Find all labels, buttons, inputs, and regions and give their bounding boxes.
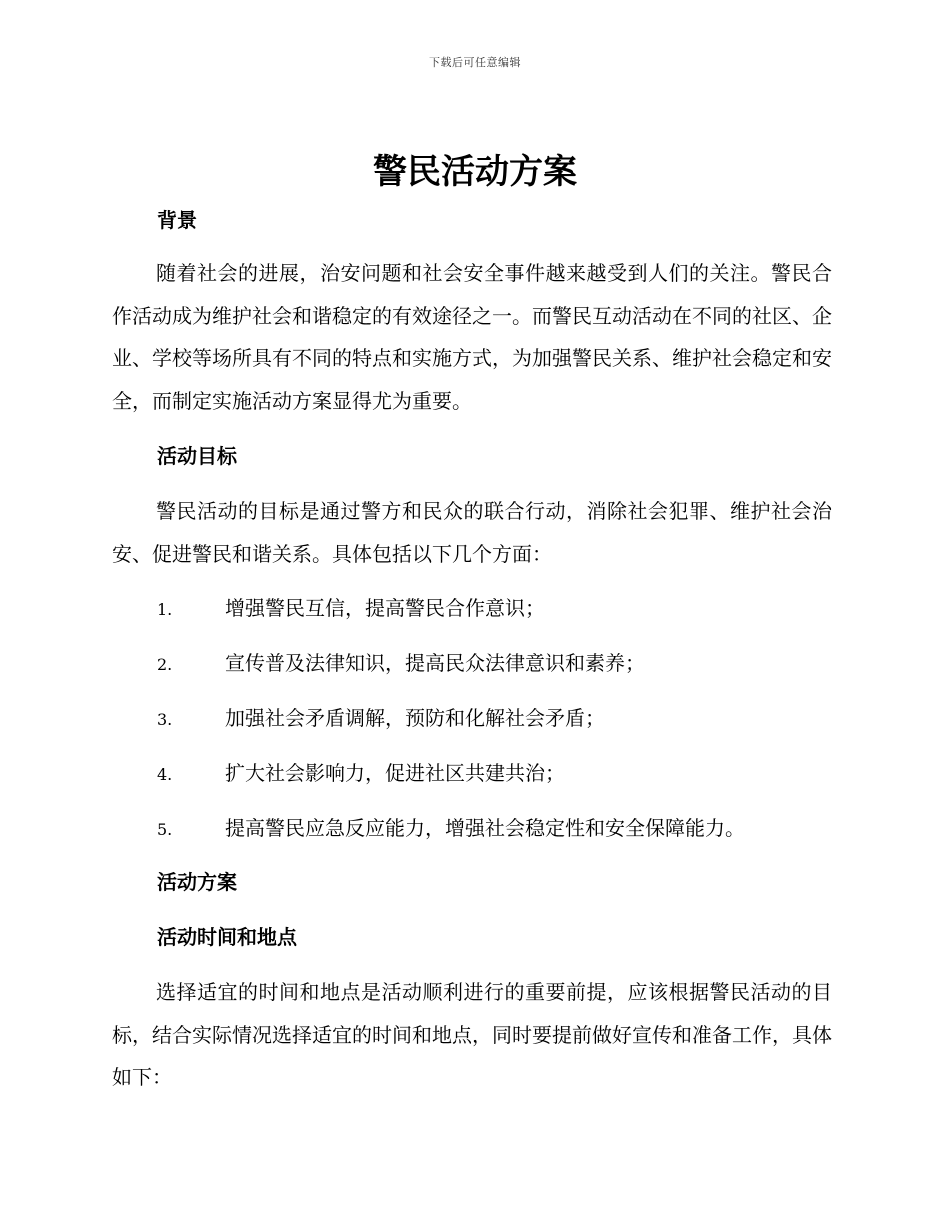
list-number: 3. xyxy=(157,710,173,729)
heading-plan: 活动方案 xyxy=(157,870,237,894)
list-number: 2. xyxy=(157,655,173,674)
heading-goals: 活动目标 xyxy=(157,444,237,468)
heading-background: 背景 xyxy=(157,208,197,232)
goal-list-item xyxy=(157,704,837,734)
paragraph-goals: 警民活动的目标是通过警方和民众的联合行动，消除社会犯罪、维护社会治安、促进警民和谐关系。具体包括以下几个方面： xyxy=(112,499,832,566)
goal-list-item xyxy=(157,594,837,624)
heading-time-place: 活动时间和地点 xyxy=(157,925,297,949)
goal-list-item xyxy=(157,814,837,844)
list-text: 扩大社会影响力，促进社区共建共治； xyxy=(225,761,565,785)
list-text: 宣传普及法律知识，提高民众法律意识和素养； xyxy=(225,651,645,675)
paragraph-background: 随着社会的进展，治安问题和社会安全事件越来越受到人们的关注。警民合作活动成为维护社会和谐稳定的有效途径之一。而警民互动活动在不同的社区、企业、学校等场所具有不同的特点和实施方式，为加强警民关系、维护社会稳定和安全，而制定实施活动方案显得尤为重要。 xyxy=(112,261,832,413)
goal-list-item xyxy=(157,759,837,789)
list-text: 加强社会矛盾调解，预防和化解社会矛盾； xyxy=(225,706,605,730)
document-title: 警民活动方案 xyxy=(373,152,577,192)
header-note: 下载后可任意编辑 xyxy=(429,56,521,69)
list-number: 5. xyxy=(157,820,173,839)
goal-list-item xyxy=(157,649,837,679)
list-text: 增强警民互信，提高警民合作意识； xyxy=(225,596,545,620)
list-number: 1. xyxy=(157,600,173,619)
paragraph-time-place: 选择适宜的时间和地点是活动顺利进行的重要前提，应该根据警民活动的目标，结合实际情况选择适宜的时间和地点，同时要提前做好宣传和准备工作，具体如下： xyxy=(112,980,832,1089)
list-number: 4. xyxy=(157,765,173,784)
list-text: 提高警民应急反应能力，增强社会稳定性和安全保障能力。 xyxy=(225,816,745,840)
